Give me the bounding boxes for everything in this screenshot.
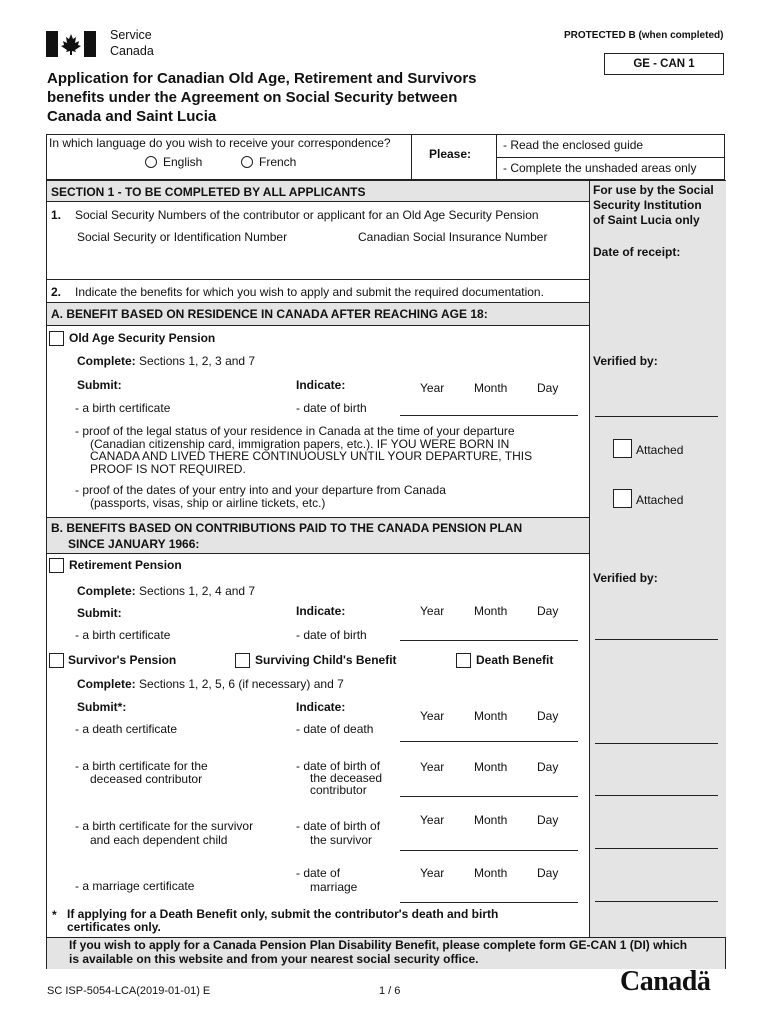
oas-proof-status [75,425,532,475]
retirement-indicate-label: Indicate: [296,604,346,618]
org-name-line1: Service [110,28,152,42]
oas-proof-line1: - proof of the legal status of your residence in Canada at the time of your departure [75,424,515,438]
retirement-day-label: Day [537,604,559,618]
verified-field-retirement[interactable] [595,639,718,640]
date-of-death: - date of death [296,722,374,736]
english-radio[interactable] [145,156,157,168]
date-marriage-line1: - date of [296,866,341,880]
institution-line3: of Saint Lucia only [593,213,700,227]
marriage-certificate: - a marriage certificate [75,879,195,893]
bc-survivor-line2: and each dependent child [90,833,228,847]
dob-survivor-line2: the survivor [310,833,373,847]
form-title-line1: Application for Canadian Old Age, Retirement and Survivors [47,70,477,87]
retirement-complete-text: Sections 1, 2, 4 and 7 [139,584,256,598]
oas-birth-cert: - a birth certificate [75,401,171,415]
verified-field-death[interactable] [595,743,718,744]
org-name-line2: Canada [110,44,154,58]
retirement-month-label: Month [474,604,508,618]
date-of-death-field[interactable] [400,741,578,742]
page-number: 1 / 6 [379,985,401,997]
retirement-birth-cert: - a birth certificate [75,628,171,642]
marriage-day-label: Day [537,866,559,880]
oas-dates-line1: - proof of the dates of your entry into and your departure from Canada [75,483,446,497]
oas-dob-field[interactable] [400,415,578,416]
verified-by-label-a: Verified by: [593,354,658,368]
survivor-submit-label: Submit*: [77,700,127,714]
dob-deceased-line3: contributor [310,783,367,797]
survivor-month-label: Month [474,813,508,827]
french-radio[interactable] [241,156,253,168]
oas-month-label: Month [474,381,508,395]
q1-number: 1. [51,208,62,222]
disability-line2: is available on this website and from your nearest social security office. [69,951,479,966]
form-title-line3: Canada and Saint Lucia [47,108,217,125]
protected-label: PROTECTED B (when completed) [564,30,724,41]
attached-checkbox-1[interactable] [613,439,632,458]
deceased-day-label: Day [537,760,559,774]
marriage-year-label: Year [420,866,445,880]
form-identifier: SC ISP-5054-LCA(2019-01-01) E [47,985,211,997]
attached-label-1: Attached [636,443,684,457]
survivor-complete-label: Complete: [77,677,136,691]
canada-wordmark: Canadä [620,966,711,997]
oas-proof-line2: (Canadian citizenship card, immigration papers, etc.). IF YOU WERE BORN IN [90,436,510,451]
dob-deceased-line1: - date of birth of [296,759,381,773]
instructions-divider [497,157,725,158]
language-french-option[interactable] [241,155,296,169]
oas-complete-label: Complete: [77,354,136,368]
form-title-line2: benefits under the Agreement on Social Security between [47,89,458,106]
dob-survivor [296,819,380,847]
oas-submit-label: Submit: [77,378,122,392]
oas-checkbox[interactable] [49,331,64,346]
institution-line2: Security Institution [593,198,702,212]
deceased-month-label: Month [474,760,508,774]
oas-indicate-label: Indicate: [296,378,346,392]
death-year-label: Year [420,709,445,723]
retirement-complete [77,584,255,598]
survivor-checkbox[interactable] [49,653,64,668]
footnote-text [67,908,498,934]
section1-heading: SECTION 1 - TO BE COMPLETED BY ALL APPLICANTS [51,185,366,199]
retirement-submit-label: Submit: [77,606,122,620]
marriage-month-label: Month [474,866,508,880]
oas-year-label: Year [420,381,445,395]
english-label: English [163,155,203,169]
oas-dates-line2: (passports, visas, ship or airline tickets, etc.) [90,496,326,510]
partA-heading: A. BENEFIT BASED ON RESIDENCE IN CANADA AFTER REACHING AGE 18: [51,307,488,321]
oas-complete [77,354,255,368]
survivor-label: Survivor's Pension [68,653,177,667]
survivor-dob-field[interactable] [400,850,578,851]
date-marriage [296,866,357,894]
q1-bottom-rule [47,279,589,280]
verified-field-deceased[interactable] [595,795,718,796]
bc-deceased-line1: - a birth certificate for the [75,759,208,773]
canada-flag-logo [46,31,96,57]
deceased-dob-field[interactable] [400,796,578,797]
retirement-checkbox[interactable] [49,558,64,573]
partB-heading-line2: SINCE JANUARY 1966: [68,537,200,551]
dob-survivor-line1: - date of birth of [296,819,381,833]
survivor-complete-text: Sections 1, 2, 5, 6 (if necessary) and 7 [139,677,344,691]
death-benefit-checkbox[interactable] [456,653,471,668]
death-certificate: - a death certificate [75,722,178,736]
dob-deceased-line2: the deceased [310,771,383,785]
retirement-year-label: Year [420,604,445,618]
marriage-date-field[interactable] [400,902,578,903]
bc-deceased-line2: deceased contributor [90,772,203,786]
child-benefit-label: Surviving Child's Benefit [255,653,397,667]
q1-ssn-label: Social Security or Identification Number [77,230,288,244]
oas-proof-line3: CANADA AND LIVED THERE CONTINUOUSLY UNTIL YOUR DEPARTURE, THIS [90,449,533,463]
oas-day-label: Day [537,381,559,395]
date-of-receipt-label: Date of receipt: [593,245,681,259]
partB-heading-line1: B. BENEFITS BASED ON CONTRIBUTIONS PAID TO THE CANADA PENSION PLAN [51,521,523,535]
date-marriage-line2: marriage [310,880,358,894]
oas-date-of-birth: - date of birth [296,401,367,415]
oas-label: Old Age Security Pension [69,331,216,345]
institution-use-heading [593,183,714,228]
footnote-line1: If applying for a Death Benefit only, submit the contributor's death and birth [67,907,499,921]
footnote-star: * [52,908,57,922]
survivor-year-label: Year [420,813,445,827]
oas-proof-dates [75,484,446,510]
verified-by-field-a[interactable] [595,416,718,417]
q2-text: Indicate the benefits for which you wish to apply and submit the required documentation. [75,285,544,299]
retirement-dob-field[interactable] [400,640,578,641]
survivor-day-label: Day [537,813,559,827]
death-benefit-label: Death Benefit [476,653,554,667]
oas-proof-line4: PROOF IS NOT REQUIRED. [90,461,246,476]
deceased-year-label: Year [420,760,445,774]
language-question: In which language do you wish to receive your correspondence? [49,136,391,150]
survivor-indicate-label: Indicate: [296,700,346,714]
dob-deceased [296,760,382,796]
retirement-complete-label: Complete: [77,584,136,598]
oas-complete-text: Sections 1, 2, 3 and 7 [139,354,256,368]
french-label: French [259,155,297,169]
q1-text: Social Security Numbers of the contributor or applicant for an Old Age Security Pension [75,208,539,222]
footnote-line2: certificates only. [67,920,161,934]
disability-notice [69,939,687,966]
form-code-box: GE - CAN 1 [604,53,724,75]
please-label: Please: [429,147,472,161]
retirement-date-of-birth: - date of birth [296,628,367,642]
survivor-complete [77,677,344,691]
retirement-label: Retirement Pension [69,558,182,572]
bc-survivor-line1: - a birth certificate for the survivor [75,819,254,833]
child-benefit-checkbox[interactable] [235,653,250,668]
bc-deceased [75,760,208,786]
institution-use-column [589,181,726,937]
attached-label-2: Attached [636,493,684,507]
verified-field-survivor[interactable] [595,848,718,849]
q1-sin-label: Canadian Social Insurance Number [358,230,548,244]
institution-line1: For use by the Social [593,183,714,197]
attached-checkbox-2[interactable] [613,489,632,508]
death-month-label: Month [474,709,508,723]
q2-number: 2. [51,285,62,299]
disability-line1: If you wish to apply for a Canada Pension Plan Disability Benefit, please complete form GE-CAN 1 (DI) which [69,938,688,952]
instruction-read-guide: - Read the enclosed guide [503,138,644,152]
death-day-label: Day [537,709,559,723]
language-english-option[interactable] [145,155,202,169]
bc-survivor [75,819,253,847]
verified-by-label-b: Verified by: [593,571,658,585]
instruction-complete-unshaded: - Complete the unshaded areas only [503,161,697,175]
verified-field-marriage[interactable] [595,901,718,902]
